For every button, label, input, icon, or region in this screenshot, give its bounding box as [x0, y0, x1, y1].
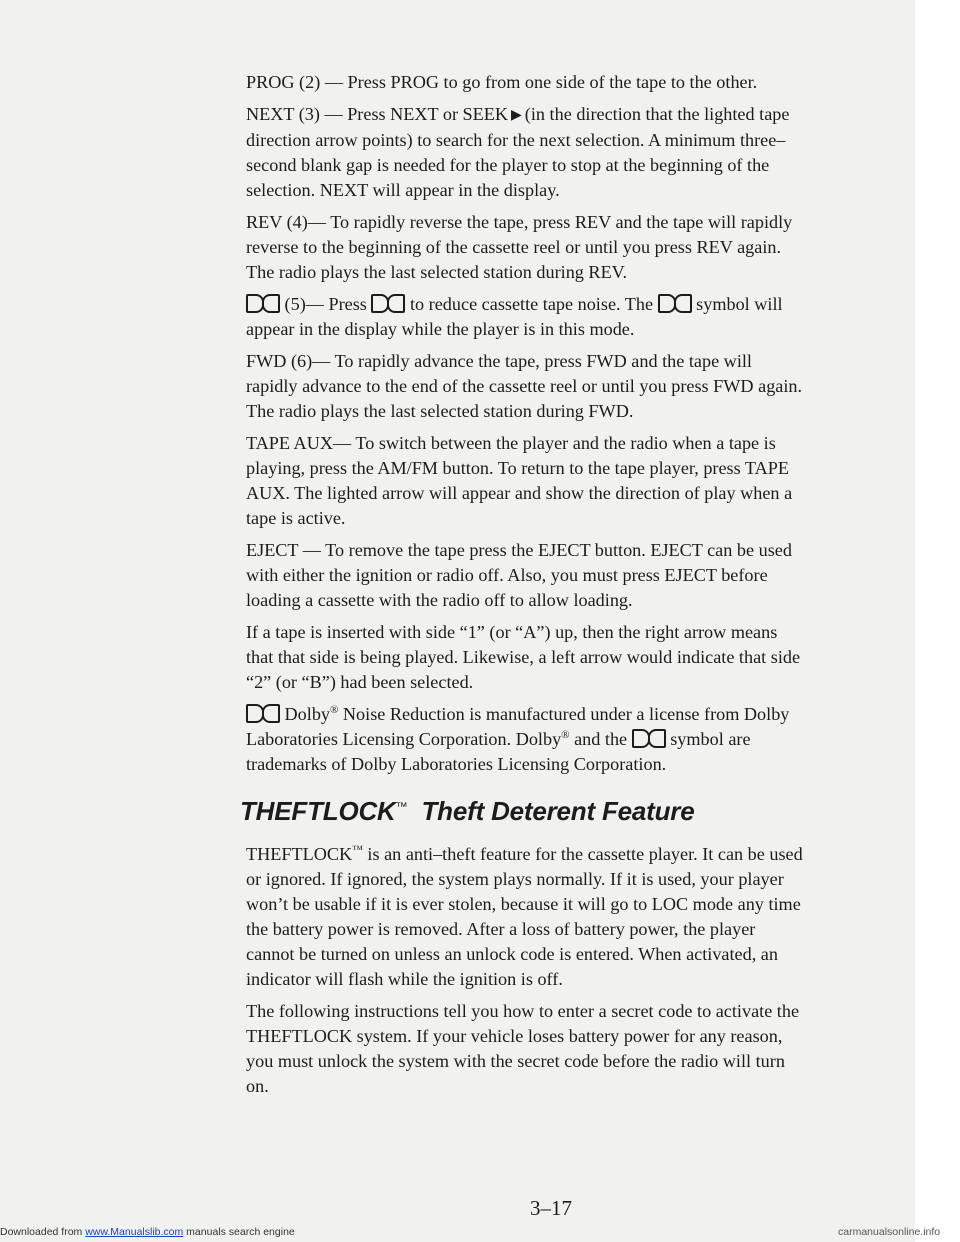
manualslib-link[interactable]: www.Manualslib.com — [85, 1226, 184, 1238]
page-number: 3–17 — [530, 1196, 572, 1220]
theftlock-name: THEFTLOCK — [246, 844, 353, 864]
dolby-text-2: to reduce cassette tape noise. The — [409, 294, 654, 314]
dolby-icon — [371, 294, 405, 313]
watermark: carmanualsonline.info — [838, 1226, 941, 1238]
trademark-text-3: and the — [574, 729, 628, 749]
next-text-end: (in the direction that the lighted tape direction arrow points) to search for the next selection. A minimum three–second blank gap is needed for the player to stop at the beginning of the selection. NEXT will appear in the display. — [246, 104, 790, 200]
footer-suffix: manuals search engine — [183, 1226, 295, 1238]
dolby-trademark-paragraph — [246, 702, 806, 777]
download-footer — [0, 1226, 295, 1238]
prog-paragraph: PROG (2) — Press PROG to go from one side of the tape to the other. — [246, 72, 758, 92]
section-heading — [240, 796, 806, 826]
tape-aux-paragraph: TAPE AUX— To switch between the player and the radio when a tape is playing, press the AM/FM button. To return to the tape player, press TAPE AUX. The lighted arrow will appear and show the direction of play when a tape is active. — [246, 433, 793, 528]
footer-prefix: Downloaded from — [0, 1226, 83, 1238]
heading-brand: THEFTLOCK — [240, 796, 396, 826]
rev-paragraph: REV (4)— To rapidly reverse the tape, press REV and the tape will rapidly reverse to the beginning of the cassette reel or until you press REV again. The radio plays the last selected station during REV. — [246, 212, 793, 282]
trademark-symbol: ™ — [352, 843, 363, 856]
tape-side-paragraph: If a tape is inserted with side “1” (or “A”) up, then the right arrow means that that side is being played. Likewise, a left arrow would indicate that side “2” (or “B”) had been selected. — [246, 622, 801, 692]
dolby-icon — [632, 729, 666, 748]
dolby-text-3: symbol will appear in the display while the player is in this mode. — [246, 294, 783, 339]
dolby-icon — [246, 704, 280, 723]
dolby-icon — [658, 294, 692, 313]
theftlock-intro-text: is an anti–theft feature for the cassette player. It can be used or ignored. If ignored, the system plays normally. If it is used, your player won’t be usable if it is ever stolen, because it will go to LOC mode any time the battery power is removed. After a loss of battery power, the player cannot be turned on unless an unlock code is entered. When activated, an indicator will flash while the ignition is off. — [246, 844, 803, 989]
registered-mark: ® — [561, 728, 570, 741]
seek-arrow-icon: ▶ — [511, 108, 522, 123]
trademark-text-4: symbol are trademarks of Dolby Laboratories Licensing Corporation. — [246, 729, 751, 774]
dolby-icon — [246, 294, 280, 313]
trademark-text-1: Dolby — [284, 704, 331, 724]
heading-title: Theft Deterent Feature — [421, 796, 695, 826]
page-content — [240, 70, 806, 1106]
theftlock-instructions-paragraph: The following instructions tell you how to enter a secret code to activate the THEFTLOCK system. If your vehicle loses battery power for any reason, you must unlock the system with the secret code before the radio will turn on. — [246, 1001, 800, 1096]
trademark-symbol: ™ — [395, 799, 408, 814]
fwd-paragraph: FWD (6)— To rapidly advance the tape, press FWD and the tape will rapidly advance to the end of the cassette reel or until you press FWD again. The radio plays the last selected station during FWD. — [246, 351, 803, 421]
dolby-button-paragraph — [246, 292, 806, 342]
trademark-text-2: Noise Reduction is manufactured under a license from Dolby Laboratories Licensing Corporation. Dolby — [246, 704, 790, 749]
next-paragraph — [246, 102, 806, 203]
next-text-start: NEXT (3) — Press NEXT or SEEK — [246, 104, 509, 124]
theftlock-intro-paragraph — [246, 842, 806, 992]
eject-paragraph: EJECT — To remove the tape press the EJECT button. EJECT can be used with either the ignition or radio off. Also, you must press EJECT before loading a cassette with the radio off to allow loading. — [246, 540, 792, 610]
dolby-text-1: (5)— Press — [284, 294, 367, 314]
registered-mark: ® — [330, 703, 339, 716]
